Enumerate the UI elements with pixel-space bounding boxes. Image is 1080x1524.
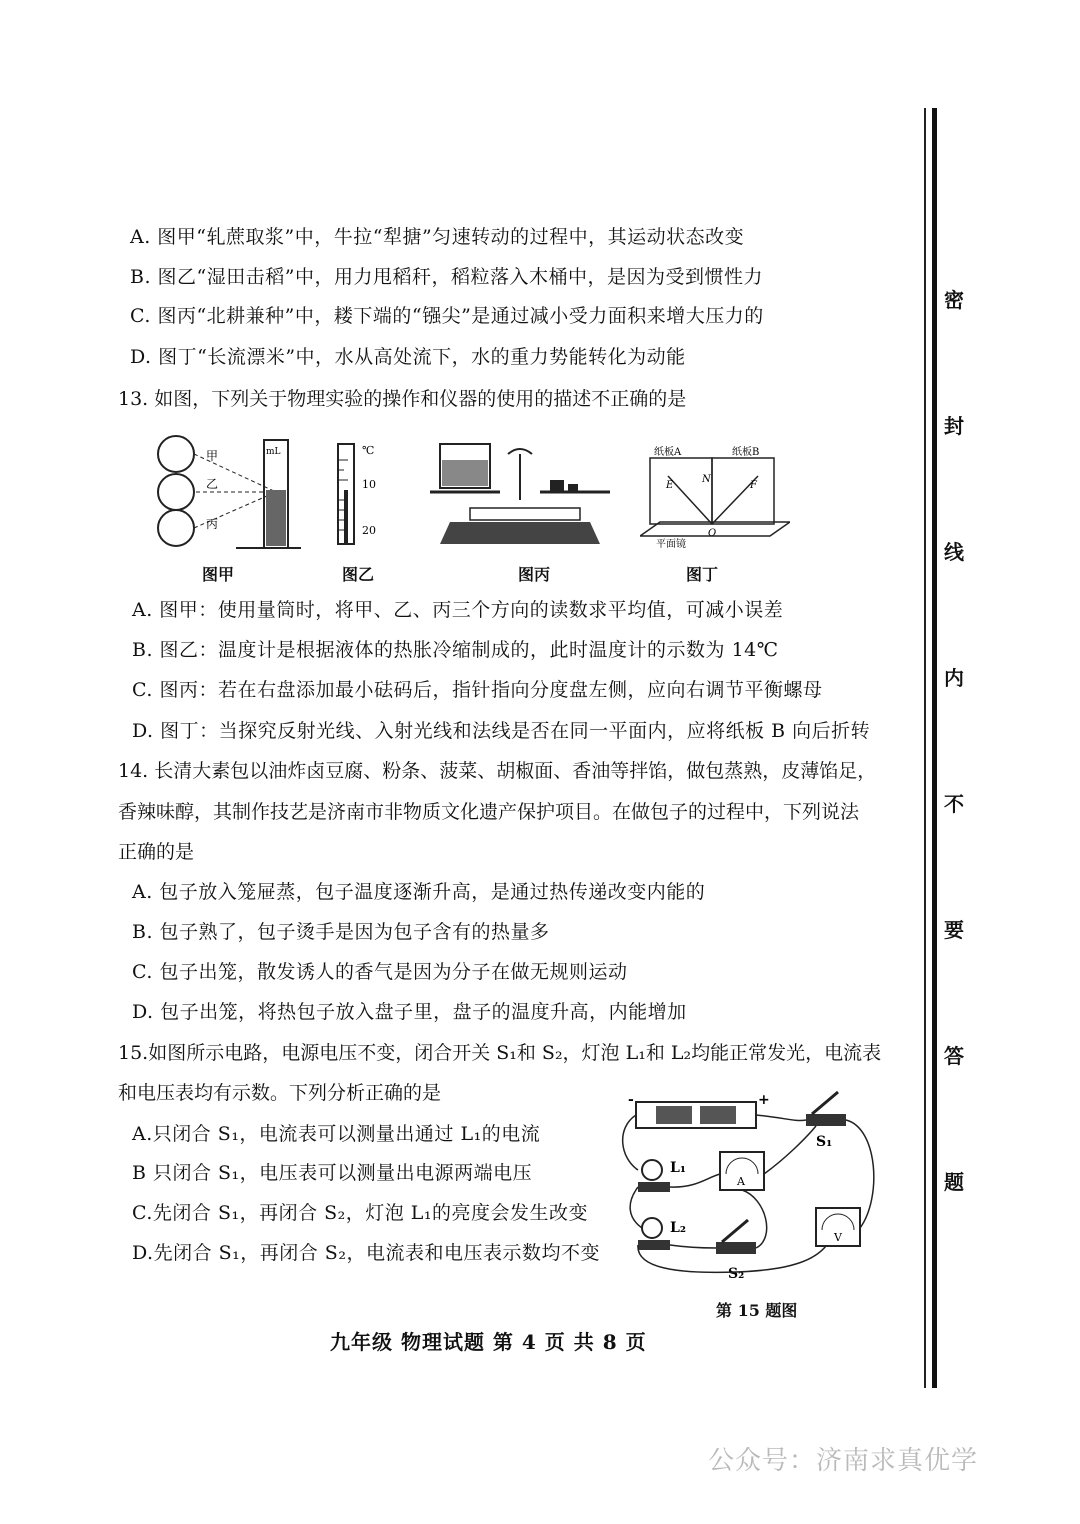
label-v: V — [834, 1231, 842, 1244]
seal-char: 要 — [944, 918, 964, 942]
caption-bing: 图丙 — [518, 565, 551, 584]
q13-option-b: B. 图乙：温度计是根据液体的热胀冷缩制成的，此时温度计的示数为 14℃ — [132, 639, 779, 661]
label-l2: L₂ — [670, 1220, 686, 1236]
battery — [636, 1102, 756, 1128]
label-a: A — [737, 1175, 745, 1188]
label-mirror: 平面镜 — [656, 539, 686, 549]
label-ml: mL — [266, 447, 281, 457]
label-board-b: 纸板B — [732, 447, 760, 458]
q14-option-b: B. 包子熟了，包子烫手是因为包子含有的热量多 — [132, 921, 550, 943]
label-s2: S₂ — [728, 1266, 745, 1282]
seal-char: 内 — [944, 666, 964, 690]
figure-yi-thermometer — [330, 440, 390, 550]
q14-option-d: D. 包子出笼，将热包子放入盘子里，盘子的温度升高，内能增加 — [132, 1001, 687, 1023]
label-t20: 20 — [362, 524, 376, 537]
label-f: F — [750, 480, 757, 491]
seal-char: 题 — [944, 1170, 964, 1194]
label-o: O — [708, 528, 717, 539]
q14-option-a: A. 包子放入笼屉蒸，包子温度逐渐升高，是通过热传递改变内能的 — [132, 881, 706, 903]
q15-option-b: B 只闭合 S₁，电压表可以测量出电源两端电压 — [132, 1162, 533, 1184]
label-board-a: 纸板A — [654, 447, 682, 458]
q12-option-c: C. 图丙“北耕兼种”中，耧下端的“镪尖”是通过减小受力面积来增大压力的 — [130, 305, 764, 327]
seal-char: 密 — [944, 288, 964, 312]
q15-stem-line1: 15.如图所示电路，电源电压不变，闭合开关 S₁和 S₂，灯泡 L₁和 L₂均能正常发光，电流表 — [118, 1042, 882, 1064]
caption-yi: 图乙 — [342, 565, 375, 584]
label-minus: - — [628, 1092, 634, 1108]
q15-figure-caption: 第 15 题图 — [716, 1301, 798, 1320]
lamp-l1 — [642, 1160, 662, 1180]
q15-option-a: A.只闭合 S₁，电流表可以测量出通过 L₁的电流 — [132, 1123, 541, 1145]
label-celsius: ℃ — [362, 444, 375, 457]
figure-bing-balance — [430, 440, 610, 550]
q12-option-d: D. 图丁“长流漂米”中，水从高处流下，水的重力势能转化为动能 — [130, 346, 686, 368]
seal-char: 线 — [944, 540, 964, 564]
q14-stem-line2: 香辣味醇，其制作技艺是济南市非物质文化遗产保护项目。在做包子的过程中，下列说法 — [118, 801, 860, 823]
label-l1: L₁ — [670, 1160, 686, 1176]
q13-option-c: C. 图丙：若在右盘添加最小砝码后，指针指向分度盘左侧，应向右调节平衡螺母 — [132, 679, 823, 701]
q15-option-c: C.先闭合 S₁，再闭合 S₂，灯泡 L₁的亮度会发生改变 — [132, 1202, 589, 1224]
label-t10: 10 — [362, 478, 376, 491]
seal-line-thin — [924, 108, 926, 1388]
label-n: N — [702, 474, 711, 485]
label-bing: 丙 — [206, 517, 219, 531]
figure-jia-cylinder — [136, 424, 306, 554]
label-plus: + — [758, 1092, 770, 1108]
q13-option-a: A. 图甲：使用量筒时，将甲、乙、丙三个方向的读数求平均值，可减小误差 — [132, 599, 784, 621]
label-e: E — [666, 480, 674, 491]
switch-s2 — [716, 1242, 756, 1254]
q15-option-d: D.先闭合 S₁，再闭合 S₂，电流表和电压表示数均不变 — [132, 1242, 600, 1264]
seal-char: 不 — [944, 792, 964, 816]
seal-line-thick — [932, 108, 937, 1388]
caption-ding: 图丁 — [686, 565, 719, 584]
q13-option-d: D. 图丁：当探究反射光线、入射光线和法线是否在同一平面内，应将纸板 B 向后折转 — [132, 720, 871, 742]
q14-option-c: C. 包子出笼，散发诱人的香气是因为分子在做无规则运动 — [132, 961, 628, 983]
q14-stem-line3: 正确的是 — [118, 841, 195, 863]
seal-char: 答 — [944, 1044, 964, 1068]
label-s1: S₁ — [816, 1134, 833, 1150]
figure-q15-circuit — [616, 1088, 888, 1292]
figure-ding-reflection — [640, 444, 790, 549]
q12-option-b: B. 图乙“湿田击稻”中，用力甩稻秆，稻粒落入木桶中，是因为受到惯性力 — [130, 266, 763, 288]
seal-char: 封 — [944, 414, 964, 438]
q12-option-a: A. 图甲“轧蔗取浆”中，牛拉“犁搪”匀速转动的过程中，其运动状态改变 — [130, 226, 745, 248]
q14-stem-line1: 14. 长清大素包以油炸卤豆腐、粉条、菠菜、胡椒面、香油等拌馅，做包蒸熟，皮薄馅足， — [118, 760, 877, 782]
switch-s1 — [806, 1114, 846, 1126]
watermark: 公众号：济南求真优学 — [708, 1446, 979, 1476]
page-footer: 九年级 物理试题 第 4 页 共 8 页 — [330, 1330, 647, 1354]
q13-stem: 13. 如图，下列关于物理实验的操作和仪器的使用的描述不正确的是 — [118, 388, 687, 410]
q15-stem-line2: 和电压表均有示数。下列分析正确的是 — [118, 1082, 442, 1104]
caption-jia: 图甲 — [202, 565, 235, 584]
label-yi: 乙 — [206, 477, 219, 491]
lamp-l2 — [642, 1218, 662, 1238]
label-jia: 甲 — [206, 449, 219, 463]
